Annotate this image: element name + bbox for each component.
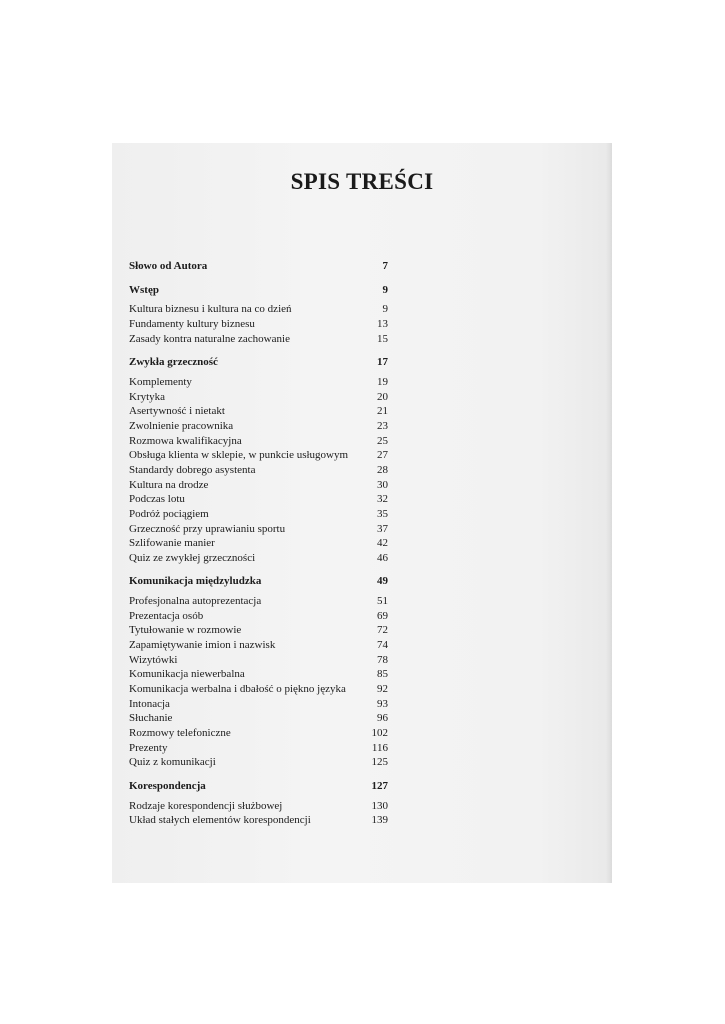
- toc-entry: [129, 302, 388, 317]
- entry-title: Intonacja: [129, 697, 170, 710]
- toc-entry: [129, 434, 388, 449]
- entry-title: Kultura biznesu i kultura na co dzień: [129, 303, 292, 316]
- entry-page-number: 32: [377, 493, 388, 506]
- entry-title: Podróż pociągiem: [129, 507, 209, 520]
- toc-entry: [129, 594, 388, 609]
- section-page-number: 7: [382, 260, 388, 272]
- toc-entry: [129, 609, 388, 624]
- entry-page-number: 74: [377, 639, 388, 652]
- entry-title: Komplementy: [129, 375, 192, 388]
- toc-entry: [129, 813, 388, 828]
- entry-title: Komunikacja niewerbalna: [129, 668, 245, 681]
- entry-page-number: 139: [371, 814, 388, 827]
- entry-title: Zwolnienie pracownika: [129, 419, 234, 432]
- toc-entry: [129, 448, 388, 463]
- entry-title: Quiz z komunikacji: [129, 756, 216, 769]
- entry-title: Prezentacja osób: [129, 609, 204, 622]
- section-title: Komunikacja międzyludzka: [129, 575, 262, 588]
- toc-section-heading: [129, 355, 388, 370]
- toc-entry: [129, 332, 388, 347]
- toc-entry: [129, 390, 388, 405]
- entry-page-number: 28: [377, 463, 388, 476]
- entry-title: Zapamiętywanie imion i nazwisk: [129, 639, 276, 652]
- toc-entry: [129, 507, 388, 522]
- toc-section: [129, 779, 388, 828]
- toc-section: [129, 355, 388, 565]
- section-title: Zwykła grzeczność: [129, 356, 218, 369]
- toc-entry: [129, 478, 388, 493]
- entry-page-number: 93: [377, 697, 388, 710]
- entry-title: Profesjonalna autoprezentacja: [129, 595, 262, 608]
- table-of-contents: [129, 259, 388, 837]
- entry-page-number: 13: [377, 317, 388, 330]
- toc-entry: [129, 711, 388, 726]
- entry-page-number: 69: [377, 609, 388, 622]
- entry-title: Quiz ze zwykłej grzeczności: [129, 551, 256, 564]
- toc-section-heading: [129, 259, 388, 274]
- entry-title: Słuchanie: [129, 712, 173, 725]
- entry-page-number: 9: [382, 303, 388, 316]
- toc-entry: [129, 492, 388, 507]
- toc-entry: [129, 522, 388, 537]
- entry-page-number: 46: [377, 551, 388, 564]
- entry-title: Krytyka: [129, 390, 166, 403]
- section-title: Korespondencja: [129, 780, 206, 792]
- entry-title: Grzeczność przy uprawianiu sportu: [129, 522, 286, 535]
- entry-title: Szlifowanie manier: [129, 537, 215, 550]
- entry-title: Fundamenty kultury biznesu: [129, 317, 255, 330]
- entry-title: Tytułowanie w rozmowie: [129, 624, 242, 637]
- entry-title: Rozmowy telefoniczne: [129, 727, 231, 740]
- toc-section: [129, 283, 388, 347]
- page-title: SPIS TREŚCI: [290, 169, 434, 194]
- entry-title: Prezenty: [129, 741, 168, 754]
- entry-page-number: 116: [371, 741, 388, 754]
- entry-page-number: 72: [377, 624, 388, 637]
- section-page-number: 17: [377, 356, 388, 369]
- page-edge-shadow: [606, 143, 612, 883]
- toc-entry: [129, 755, 388, 770]
- entry-page-number: 20: [377, 390, 388, 403]
- entry-title: Zasady kontra naturalne zachowanie: [129, 332, 290, 345]
- entry-page-number: 15: [377, 332, 388, 345]
- entry-title: Rozmowa kwalifikacyjna: [129, 434, 242, 447]
- entry-page-number: 42: [377, 537, 388, 550]
- entry-page-number: 78: [377, 653, 388, 666]
- entry-page-number: 85: [377, 668, 388, 681]
- entry-page-number: 51: [377, 595, 388, 608]
- entry-page-number: 37: [377, 522, 388, 535]
- toc-entry: [129, 682, 388, 697]
- entry-title: Komunikacja werbalna i dbałość o piękno języka: [129, 683, 346, 696]
- entry-title: Rodzaje korespondencji służbowej: [129, 799, 283, 812]
- entry-page-number: 102: [371, 727, 388, 740]
- toc-entry: [129, 551, 388, 566]
- toc-section: [129, 259, 388, 274]
- toc-entry: [129, 419, 388, 434]
- toc-entry: [129, 667, 388, 682]
- toc-section-heading: [129, 574, 388, 589]
- toc-entry: [129, 799, 388, 814]
- toc-entry: [129, 375, 388, 390]
- section-title: Słowo od Autora: [129, 260, 208, 272]
- entry-title: Standardy dobrego asystenta: [129, 463, 256, 476]
- entry-page-number: 125: [371, 756, 388, 769]
- entry-page-number: 19: [377, 375, 388, 388]
- toc-entry: [129, 463, 388, 478]
- entry-page-number: 96: [377, 712, 388, 725]
- entry-page-number: 27: [377, 449, 388, 462]
- toc-entry: [129, 317, 388, 332]
- section-page-number: 127: [371, 780, 388, 792]
- section-page-number: 49: [377, 575, 388, 588]
- toc-entry: [129, 741, 388, 756]
- entry-page-number: 21: [377, 405, 388, 418]
- toc-entry: [129, 536, 388, 551]
- entry-title: Podczas lotu: [129, 493, 185, 506]
- section-title: Wstęp: [129, 283, 159, 296]
- section-page-number: 9: [382, 283, 388, 296]
- toc-section-heading: [129, 283, 388, 298]
- entry-page-number: 92: [377, 683, 388, 696]
- toc-section-heading: [129, 779, 388, 794]
- book-page: [112, 143, 612, 883]
- toc-entry: [129, 697, 388, 712]
- toc-entry: [129, 404, 388, 419]
- toc-entry: [129, 623, 388, 638]
- entry-title: Wizytówki: [129, 653, 178, 666]
- entry-page-number: 25: [377, 434, 388, 447]
- entry-page-number: 30: [377, 478, 388, 491]
- toc-entry: [129, 653, 388, 668]
- toc-entry: [129, 638, 388, 653]
- entry-title: Asertywność i nietakt: [129, 405, 225, 418]
- toc-section: [129, 574, 388, 770]
- entry-page-number: 23: [377, 419, 388, 432]
- entry-title: Kultura na drodze: [129, 478, 209, 491]
- entry-title: Układ stałych elementów korespondencji: [129, 814, 311, 827]
- entry-title: Obsługa klienta w sklepie, w punkcie usługowym: [129, 449, 349, 462]
- entry-page-number: 35: [377, 507, 388, 520]
- entry-page-number: 130: [371, 799, 388, 812]
- toc-entry: [129, 726, 388, 741]
